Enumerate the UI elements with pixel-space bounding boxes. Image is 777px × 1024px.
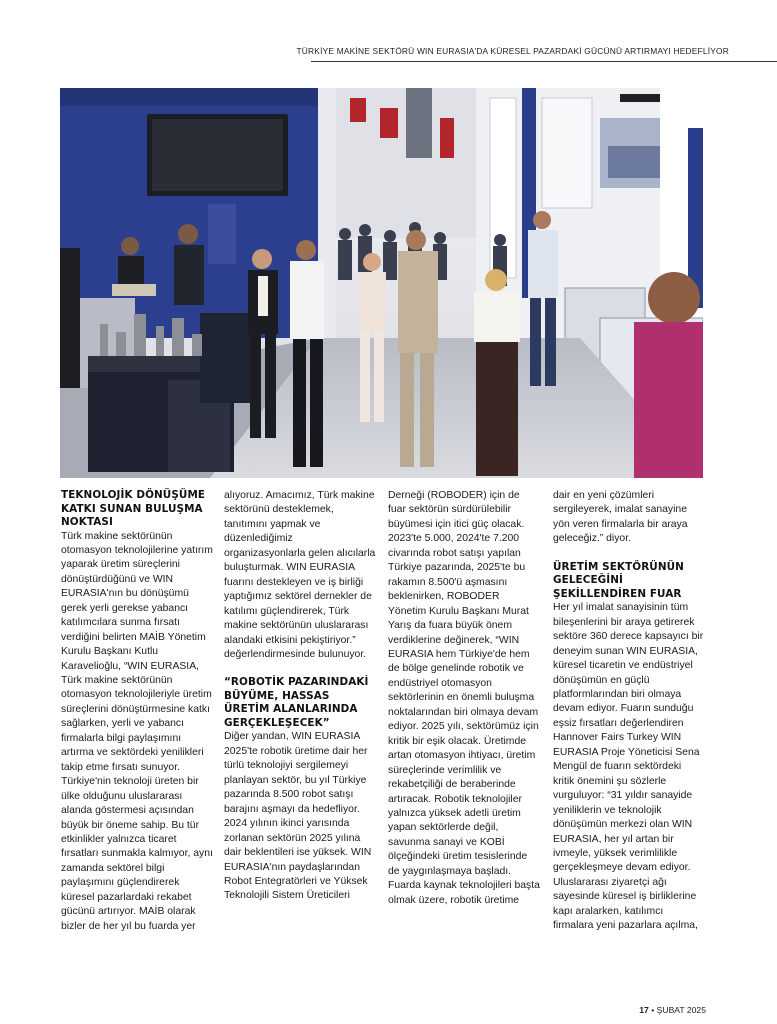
body-paragraph: alıyoruz. Amacımız, Türk makine sektörünü desteklemek, tanıtımını yapmak ve düzenlediğimiz organizasyonlarla gelen alıcılarla buluşturmak. WIN EURASIA fuarını destekleyen ve iş birliği yaptığımız sektörel dernekler de katılımı güçlendirerek, Türk makine sektörünün uluslararası alandaki etkisini pekiştiriyor.” değerlendirmesinde bulunuyor. bbox=[224, 490, 376, 660]
text-column-2 bbox=[224, 489, 376, 904]
page-footer bbox=[639, 1005, 706, 1015]
exhibition-hall-photo bbox=[60, 88, 703, 478]
section-heading-future-of-production: ÜRETİM SEKTÖRÜNÜN GELECEĞİNİ ŞEKİLLENDİREN FUAR bbox=[553, 560, 684, 600]
footer-separator: • bbox=[651, 1005, 655, 1015]
body-paragraph: Derneği (ROBODER) için de fuar sektörün sürdürülebilir büyümesi için itici güç olacak. bbox=[388, 490, 525, 530]
page-number: 17 bbox=[639, 1005, 649, 1015]
section-heading-technological-transformation: TEKNOLOJİK DÖNÜŞÜME KATKI SUNAN BULUŞMA NOKTASI bbox=[61, 489, 206, 528]
section-heading-robotics-market: “ROBOTİK PAZARINDAKİ BÜYÜME, HASSAS ÜRETİM ALANLARINDA GERÇEKLEŞECEK” bbox=[224, 676, 369, 729]
body-paragraph: Her yıl imalat sanayisinin tüm bileşenlerini bir araya getirerek sektöre 360 derece kapsayıcı bir deneyim sunan WIN EURASIA, küresel ticaretin ve endüstriyel dönüşümün en güçlü platformlarından biri olmaya devam ediyor. Fuarın sunduğu eşsiz fırsatları değerlendiren Hannover Fairs Turkey WIN EURASIA Proje Yöneticisi Sena Mengül de fuarın sektördeki kritik önemini şu sözlerle vurguluyor: “31 yıldır sanayide yeniliklerin ve teknolojik dönüşümün merkezi olan WIN EURASIA, her yıl artan bir ivmeyle, yüksek verimlilikle gerçekleşmeye devam ediyor. Uluslararası ziyaretçi ağı sayesinde küresel iş birliklerine kapı aralarken, katılımcı firmalara yeni pazarlara açılma, bbox=[553, 602, 704, 932]
body-paragraph: dair en yeni çözümleri sergileyerek, imalat sanayine yön veren firmalarla bir araya geleceğiz.” diyor. bbox=[553, 490, 688, 545]
running-head: TÜRKİYE MAKİNE SEKTÖRÜ WIN EURASIA'DA KÜRESEL PAZARDAKİ GÜCÜNÜ ARTIRMAYI HEDEFLİYOR bbox=[296, 46, 729, 56]
text-column-4 bbox=[553, 489, 705, 934]
issue-date: ŞUBAT 2025 bbox=[656, 1005, 706, 1015]
text-column-1 bbox=[61, 489, 213, 934]
photo-illustration bbox=[60, 88, 703, 478]
text-column-3 bbox=[388, 489, 540, 908]
body-paragraph: Türk makine sektörünün otomasyon teknolojilerine yatırım yaparak üretim süreçlerini dönüştürdüğünü ve WIN EURASIA'nın bu dönüşümü gerek yerli gerekse yabancı katılımcılara sunma fırsatı verdiğini belirten MAİB Yönetim Kurulu Başkanı Kutlu Karavelioğlu, “WIN EURASIA, Türk makine sektörünün otomasyon teknolojileriyle üretim süreçlerini dönüştürmesine katkı sağlarken, yerli ve yabancı firmalarla bilgi paylaşımını artırma ve sektördeki yenilikleri takip etme fırsatı sunuyor. Türkiye'nin teknoloji üreten bir ülke olduğunu uluslararası alanda göstermesi açısından büyük bir öneme sahip. Bu tür etkinlikler yalnızca ticaret fırsatları sunmakla kalmıyor, aynı zamanda sektörel bilgi paylaşımını güçlendirerek küresel pazarlardaki rekabet gücünü artırıyor. MAİB olarak bizler de her yıl bu fuarda yer bbox=[61, 530, 213, 932]
body-paragraph: 2023'te 5.000, 2024'te 7.200 civarında robot satışı yapılan Türkiye pazarında, 2025'te bu rakamın 8.500'ü aşmasını beklenirken, ROBODER Yönetim Kurulu Başkanı Murat Yarış da fuara büyük önem verdiklerine değinerek, “WIN EURASIA hem Türkiye'de hem de bölge genelinde robotik ve endüstriyel otomasyon sektörlerinin en önemli buluşma noktalarından biri olmaya devam ediyor. 2025 yılı, sektörümüz için kritik bir eşik olacak. Üretimde artan otomasyon ihtiyacı, üretim süreçlerinde verimlilik ve rekabetçiliği de beraberinde artıracak. Robotik teknolojiler yalnızca yüksek adetli üretim yapan sektörlerde değil, savunma sanayi ve KOBİ ölçeğindeki üretim tesislerinde de yaygınlaşmaya başladı. Fuarda kaynak teknolojileri başta olmak üzere, robotik üretime bbox=[388, 533, 540, 906]
body-paragraph: Diğer yandan, WIN EURASIA 2025'te robotik üretime dair her türlü teknolojiyi sergilemeyi planlayan sektör, bu yıl Türkiye pazarında 8.500 robot satışı barajını aşmayı da hedefliyor. 2024 yılının ikinci yarısında zorlanan sektörün 2025 yılına dair beklentileri ise yüksek. WIN EURASIA'nın paydaşlarından Robot Entegratörleri ve Yüksek Teknolojili Sistem Üreticileri bbox=[224, 731, 372, 902]
header-rule bbox=[311, 61, 777, 62]
